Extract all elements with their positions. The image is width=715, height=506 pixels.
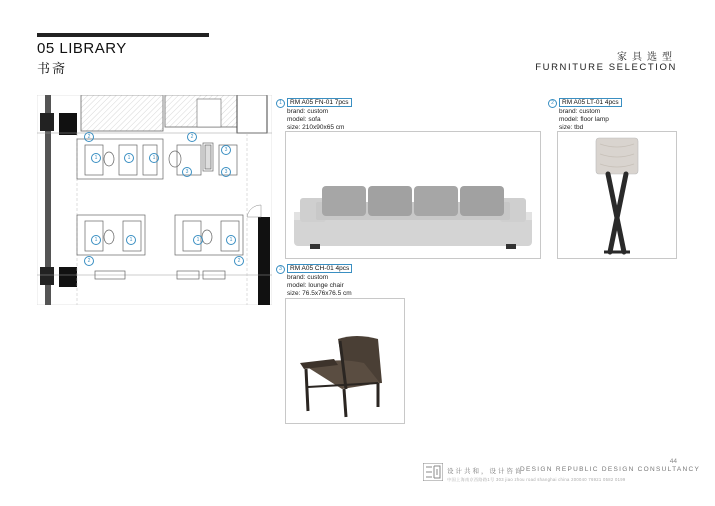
plan-marker-1: 1	[149, 153, 159, 163]
item-model: model: floor lamp	[559, 116, 609, 123]
plan-marker-2: 2	[187, 132, 197, 142]
floor-lamp-image	[557, 131, 677, 259]
sofa-illustration	[286, 132, 540, 258]
company-logo	[423, 463, 443, 481]
sofa-image	[285, 131, 541, 259]
floor-plan	[37, 95, 272, 305]
item-code: RM A05 FN-01 7pcs	[287, 98, 352, 107]
plan-marker-2: 2	[234, 256, 244, 266]
item-brand: brand: custom	[287, 108, 329, 115]
item-spec-sofa	[276, 98, 352, 132]
section-title: FURNITURE SELECTION	[535, 62, 677, 73]
item-brand: brand: custom	[287, 274, 329, 281]
page-number: 44	[669, 458, 677, 465]
item-size: size: tbd	[559, 124, 584, 131]
item-number: 3	[276, 265, 285, 274]
floor-lamp-illustration	[558, 132, 676, 258]
item-size: size: 210x90x65 cm	[287, 124, 345, 131]
footer-company: DESIGN REPUBLIC DESIGN CONSULTANCY	[520, 466, 701, 473]
item-code: RM A05 LT-01 4pcs	[559, 98, 622, 107]
plan-marker-3: 3	[182, 167, 192, 177]
footer-company-cn: 设计共和，设计咨询	[447, 468, 524, 475]
item-model: model: sofa	[287, 116, 321, 123]
item-size: size: 76.5x76x76.5 cm	[287, 290, 352, 297]
lounge-chair-image	[285, 298, 405, 424]
plan-marker-1: 1	[193, 235, 203, 245]
item-spec-floor-lamp	[548, 98, 622, 132]
plan-marker-1: 1	[126, 235, 136, 245]
lounge-chair-illustration	[286, 299, 404, 423]
footer-address: 中国上海南京西路路1号 303 jiao zhou road shanghai china 200040 76921 0582 0199	[447, 477, 626, 482]
page-title-cn: 书斋	[37, 61, 68, 76]
plan-marker-3: 3	[221, 167, 231, 177]
plan-marker-1: 1	[91, 153, 101, 163]
item-spec-lounge-chair	[276, 264, 352, 298]
section-title-cn: 家具选型	[617, 52, 677, 63]
item-number: 2	[548, 99, 557, 108]
plan-marker-1: 1	[91, 235, 101, 245]
title-rule	[37, 33, 209, 37]
plan-marker-1: 1	[226, 235, 236, 245]
plan-marker-2: 2	[84, 132, 94, 142]
plan-marker-3: 3	[221, 145, 231, 155]
item-code: RM A05 CH-01 4pcs	[287, 264, 352, 273]
page-title: 05 LIBRARY	[37, 40, 127, 57]
item-model: model: lounge chair	[287, 282, 344, 289]
item-number: 1	[276, 99, 285, 108]
plan-marker-2: 2	[84, 256, 94, 266]
plan-marker-1: 1	[124, 153, 134, 163]
item-brand: brand: custom	[559, 108, 601, 115]
